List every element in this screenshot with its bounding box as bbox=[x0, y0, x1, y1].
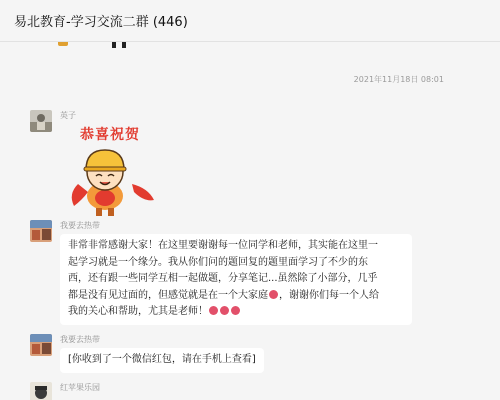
heart-emoji-icon bbox=[209, 306, 218, 315]
chat-title-bar bbox=[0, 0, 500, 42]
congratulations-sticker[interactable] bbox=[60, 122, 170, 222]
previous-sticker-remnant bbox=[58, 42, 148, 48]
avatar-woyaoqurredai[interactable] bbox=[30, 220, 52, 242]
message-timestamp: 2021年11月18日 08:01 bbox=[353, 75, 444, 84]
avatar-woyaoqurredai[interactable] bbox=[30, 334, 52, 356]
sender-name: 我要去热带 bbox=[60, 221, 100, 230]
red-packet-notice-bubble[interactable]: [你收到了一个微信红包，请在手机上查看] bbox=[60, 348, 264, 373]
sender-name: 英子 bbox=[60, 111, 76, 120]
sender-name: 我要去热带 bbox=[60, 335, 100, 344]
message-bubble[interactable] bbox=[60, 234, 412, 325]
message-line: 非常非常感谢大家！在这里要谢谢每一位同学和老师，其实能在这里一 bbox=[68, 240, 378, 251]
message-item-sticker bbox=[30, 110, 230, 230]
heart-emoji-icon bbox=[220, 306, 229, 315]
chat-message-area[interactable] bbox=[0, 42, 500, 400]
heart-emoji-icon bbox=[231, 306, 240, 315]
heart-emoji-icon bbox=[269, 290, 278, 299]
message-item-red-packet bbox=[30, 334, 490, 374]
avatar-yingzi[interactable] bbox=[30, 110, 52, 132]
message-item-partial bbox=[30, 382, 490, 400]
message-line: 西，还有跟一些同学互相一起做题，分享笔记...虽然除了小部分，几乎 bbox=[68, 273, 378, 284]
chat-title: 易北教育-学习交流二群 (446) bbox=[14, 15, 188, 30]
sticker-text: 恭喜祝贺 bbox=[80, 127, 140, 143]
message-line: 我的关心和帮助，尤其是老师！ bbox=[68, 304, 404, 321]
avatar-hongpingguoleyuan[interactable] bbox=[30, 382, 52, 400]
sender-name: 红苹果乐园 bbox=[60, 383, 100, 392]
message-line: 都是没有见过面的，但感觉就是在一个大家庭 ，谢谢你们每一个人给 bbox=[68, 289, 379, 301]
message-item-text bbox=[30, 220, 490, 330]
message-line: 起学习就是一个缘分。我从你们问的题回复的题里面学习了不少的东 bbox=[68, 256, 368, 268]
